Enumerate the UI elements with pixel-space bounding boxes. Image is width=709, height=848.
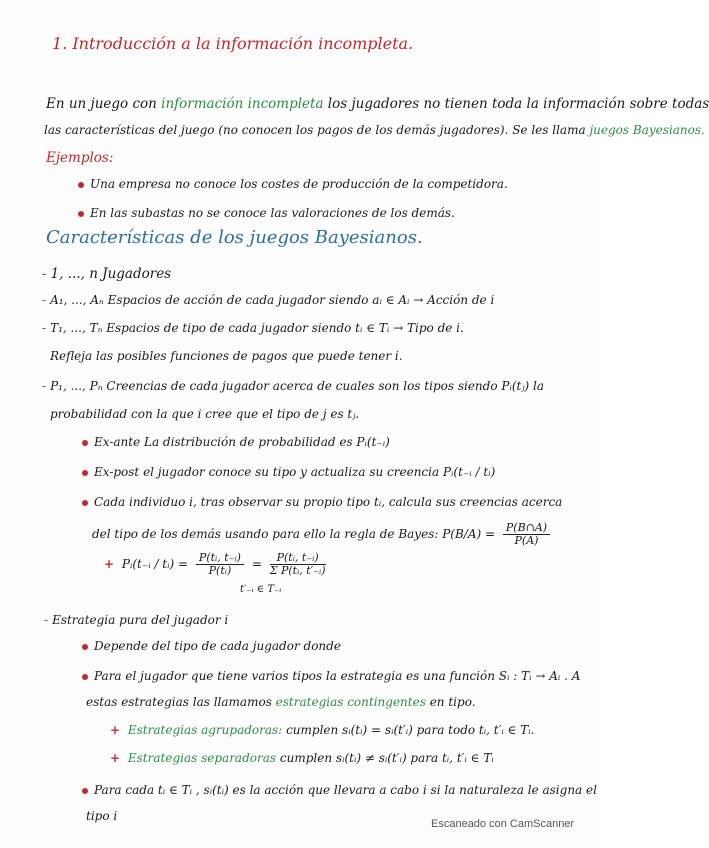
characteristic-item — [42, 266, 171, 282]
formula-denominator-2: Σ P(tᵢ, t′₋ᵢ) — [269, 564, 326, 577]
ex-point-text: Ex-post el jugador conoce su tipo y actualiza su creencia Pᵢ(t₋ᵢ / tᵢ) — [94, 465, 496, 479]
bayes-rule-line — [92, 522, 554, 547]
dash-icon: - — [42, 266, 47, 282]
bullet-icon — [82, 470, 88, 476]
bullet-icon — [78, 211, 84, 217]
strategy-text: Depende del tipo de cada jugador donde — [94, 639, 341, 653]
strategy-item — [82, 782, 597, 798]
pooling-text: cumplen sᵢ(tᵢ) = sᵢ(t′ᵢ) para todo tᵢ, t′ᵢ ∈ Tᵢ. — [286, 723, 535, 737]
example-item — [78, 205, 455, 221]
strategy-text: en tipo. — [429, 695, 476, 709]
strategy-note: tipo i — [86, 809, 118, 823]
formula-numerator-2: P(tᵢ, t₋ᵢ) — [270, 552, 326, 565]
bullet-icon — [82, 500, 88, 506]
formula-fraction-2 — [270, 552, 326, 577]
example-item — [78, 176, 508, 192]
formula-denominator-1: P(tᵢ) — [208, 564, 232, 577]
examples-label: Ejemplos: — [46, 150, 114, 166]
formula-numerator-1: P(tᵢ, t₋ᵢ) — [196, 552, 244, 565]
bayes-fraction — [503, 522, 550, 547]
bayes-numerator: P(B∩A) — [503, 522, 550, 535]
dash-icon: - — [44, 613, 49, 627]
section-subtitle: Características de los juegos Bayesianos. — [46, 227, 423, 248]
intro-text: los jugadores no tienen toda la información sobre todas — [327, 96, 709, 112]
ex-point-item — [82, 494, 562, 510]
characteristic-text: A₁, ..., Aₙ Espacios de acción de cada jugador siendo aᵢ ∈ Aᵢ → Acción de i — [50, 293, 495, 307]
characteristic-text: P₁, ..., Pₙ Creencias de cada jugador acerca de cuales son los tipos siendo Pᵢ(tⱼ) la — [50, 379, 545, 393]
strategy-highlight: estrategias contingentes — [275, 695, 426, 709]
ex-point-text: Ex-ante La distribución de probabilidad es Pᵢ(t₋ᵢ) — [94, 435, 390, 449]
bayes-rule-text: del tipo de los demás usando para ello la regla de Bayes: — [92, 527, 439, 541]
strategy-label: Estrategia pura del jugador i — [52, 613, 229, 627]
page-title: 1. Introducción a la información incompleta. — [52, 34, 414, 53]
intro-text: En un juego con — [46, 96, 157, 112]
dash-icon: - — [42, 321, 47, 335]
characteristic-item — [42, 292, 494, 308]
formula-fraction-1 — [196, 552, 244, 577]
bullet-icon — [82, 644, 88, 650]
characteristic-item — [42, 378, 544, 394]
separating-line — [110, 750, 494, 766]
intro-line-1 — [46, 96, 709, 112]
formula-equals: = — [251, 557, 262, 571]
intro-line-2 — [44, 122, 705, 138]
bullet-icon — [82, 674, 88, 680]
strategy-label-line — [44, 612, 228, 628]
bayes-denominator: P(A) — [514, 534, 539, 547]
ex-point-item — [82, 434, 390, 450]
bayes-formula — [104, 552, 330, 577]
example-text: Una empresa no conoce los costes de producción de la competidora. — [90, 177, 508, 191]
formula-subscript: t′₋ᵢ ∈ T₋ᵢ — [240, 584, 282, 595]
characteristic-item — [42, 320, 464, 336]
strategy-text: Para cada tᵢ ∈ Tᵢ , sᵢ(tᵢ) es la acción que llevara a cabo i si la naturaleza le asigna el — [94, 783, 597, 797]
separating-label: Estrategias separadoras — [127, 751, 277, 765]
ex-point-item — [82, 464, 495, 480]
characteristic-note: Refleja las posibles funciones de pagos que puede tener i. — [50, 349, 403, 363]
plus-icon: + — [110, 751, 121, 765]
strategy-item — [82, 638, 341, 654]
intro-highlight: juegos Bayesianos. — [589, 123, 705, 137]
example-text: En las subastas no se conoce las valoraciones de los demás. — [90, 206, 455, 220]
separating-text: cumplen sᵢ(tᵢ) ≠ sᵢ(t′ᵢ) para tᵢ, t′ᵢ ∈ Tᵢ — [279, 751, 494, 765]
ex-point-text: Cada individuo i, tras observar su propio tipo tᵢ, calcula sus creencias acerca — [94, 495, 563, 509]
bullet-icon — [82, 788, 88, 794]
pooling-line — [110, 722, 535, 738]
strategy-item — [82, 668, 580, 684]
dash-icon: - — [42, 379, 47, 393]
bullet-icon — [82, 440, 88, 446]
plus-icon: + — [110, 723, 121, 737]
pooling-label: Estrategias agrupadoras: — [127, 723, 283, 737]
characteristic-text: T₁, ..., Tₙ Espacios de tipo de cada jugador siendo tᵢ ∈ Tᵢ → Tipo de i. — [50, 321, 464, 335]
plus-icon: + — [104, 557, 115, 571]
strategy-text: Para el jugador que tiene varios tipos la estrategia es una función Sᵢ : Tᵢ → Aᵢ . A — [94, 669, 581, 683]
strategy-text: estas estrategias las llamamos — [86, 695, 272, 709]
characteristic-note: probabilidad con la que i cree que el tipo de j es tⱼ. — [50, 407, 360, 421]
dash-icon: - — [42, 293, 47, 307]
strategy-contingent-line — [86, 694, 476, 710]
characteristic-text: 1, ..., n Jugadores — [50, 266, 172, 282]
bullet-icon — [78, 182, 84, 188]
bayes-lhs: P(B/A) = — [442, 527, 496, 541]
scanner-watermark: Escaneado con CamScanner — [431, 818, 575, 830]
intro-highlight: información incompleta — [161, 96, 324, 112]
formula-lhs: Pᵢ(t₋ᵢ / tᵢ) = — [121, 557, 189, 571]
intro-text: las características del juego (no conocen los pagos de los demás jugadores). Se les llama — [44, 123, 586, 137]
